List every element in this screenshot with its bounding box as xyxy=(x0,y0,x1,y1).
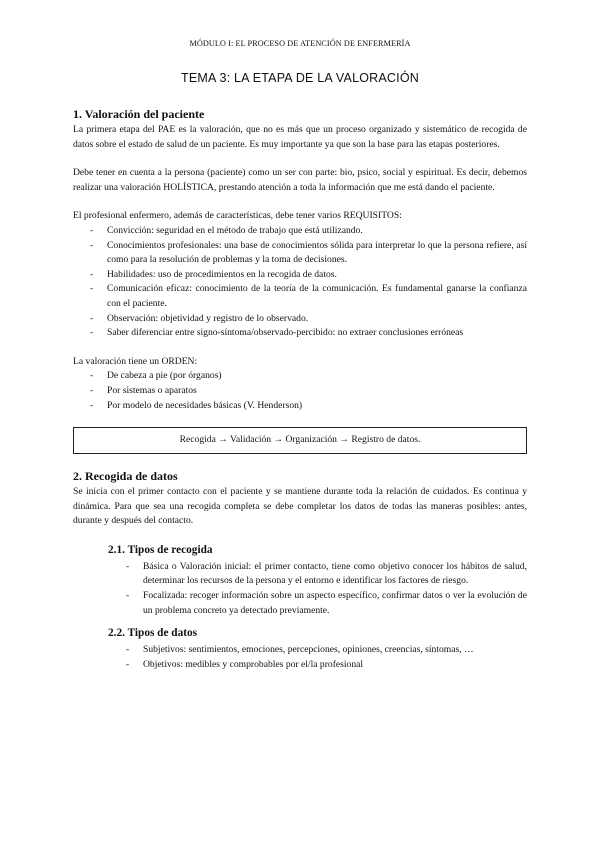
document-body xyxy=(73,106,527,672)
process-flow-box: Recogida → Validación → Organización → Registro de datos. xyxy=(73,427,527,454)
subsection-2-1-title: 2.1. Tipos de recogida xyxy=(108,543,213,556)
section-2-paragraph-1: Se inicia con el primer contacto con el paciente y se mantiene durante toda la relación de cuidados. Es continua y dinámica. Para que sea una recogida completa se debe completar los datos de todas las maneras posibles: antes, durante y después del contacto. xyxy=(73,486,527,527)
list-item: - Conocimientos profesionales: una base de conocimientos sólida para interpretar lo que la persona refiere, así como para la resolución de problemas y la toma de decisiones. xyxy=(90,239,527,268)
list-item: - Básica o Valoración inicial: el primer contacto, tiene como objetivo conocer los hábitos de salud, determinar los recursos de la persona y el entorno e identificar los factores de riesgo. xyxy=(126,560,527,589)
list-item: - Por sistemas o aparatos xyxy=(90,384,527,399)
list-item: - Saber diferenciar entre signo-síntoma/observado-percibido: no extraer conclusiones erróneas xyxy=(90,326,527,341)
list-item: - Objetivos: medibles y comprobables por el/la profesional xyxy=(126,658,527,673)
orden-intro: La valoración tiene un ORDEN: xyxy=(73,355,198,367)
list-item: - Habilidades: uso de procedimientos en la recogida de datos. xyxy=(90,268,527,283)
requisitos-intro: El profesional enfermero, además de características, debe tener varios REQUISITOS: xyxy=(73,210,402,222)
list-item: - De cabeza a pie (por órganos) xyxy=(90,369,527,384)
section-1-paragraph-1: La primera etapa del PAE es la valoración, que no es más que un proceso organizado y sistemático de recogida de datos sobre el estado de salud de un paciente. Es muy importante ya que son la base para las etapas posteriores. xyxy=(73,124,527,150)
topic-title: TEMA 3: LA ETAPA DE LA VALORACIÓN xyxy=(181,71,419,85)
section-1-title: 1. Valoración del paciente xyxy=(73,107,205,121)
requisitos-list xyxy=(73,224,527,341)
module-header: MÓDULO I: EL PROCESO DE ATENCIÓN DE ENFERMERÍA xyxy=(189,39,411,48)
list-item: - Comunicación eficaz: conocimiento de la teoría de la comunicación. Es fundamental ganarse la confianza con el paciente. xyxy=(90,282,527,311)
orden-list xyxy=(73,369,527,413)
list-item: - Focalizada: recoger información sobre un aspecto específico, confirmar datos o ver la evolución de un problema concreto ya detectado previamente. xyxy=(126,589,527,618)
list-item: - Por modelo de necesidades básicas (V. Henderson) xyxy=(90,399,527,414)
list-item: - Observación: objetividad y registro de lo observado. xyxy=(90,312,527,327)
list-item: - Convicción: seguridad en el método de trabajo que está utilizando. xyxy=(90,224,527,239)
section-2-title: 2. Recogida de datos xyxy=(73,469,178,484)
section-1-paragraph-2: Debe tener en cuenta a la persona (paciente) como un ser con parte: bio, psico, social y espiritual. Es decir, debemos realizar una valoración HOLÍSTICA, prestando atención a toda la información que me está dando el paciente. xyxy=(73,167,527,193)
list-item: - Subjetivos: sentimientos, emociones, percepciones, opiniones, creencias, síntomas, … xyxy=(126,643,527,658)
tipos-datos-list xyxy=(73,643,527,672)
tipos-recogida-list xyxy=(73,560,527,618)
subsection-2-2-title: 2.2. Tipos de datos xyxy=(108,627,198,640)
